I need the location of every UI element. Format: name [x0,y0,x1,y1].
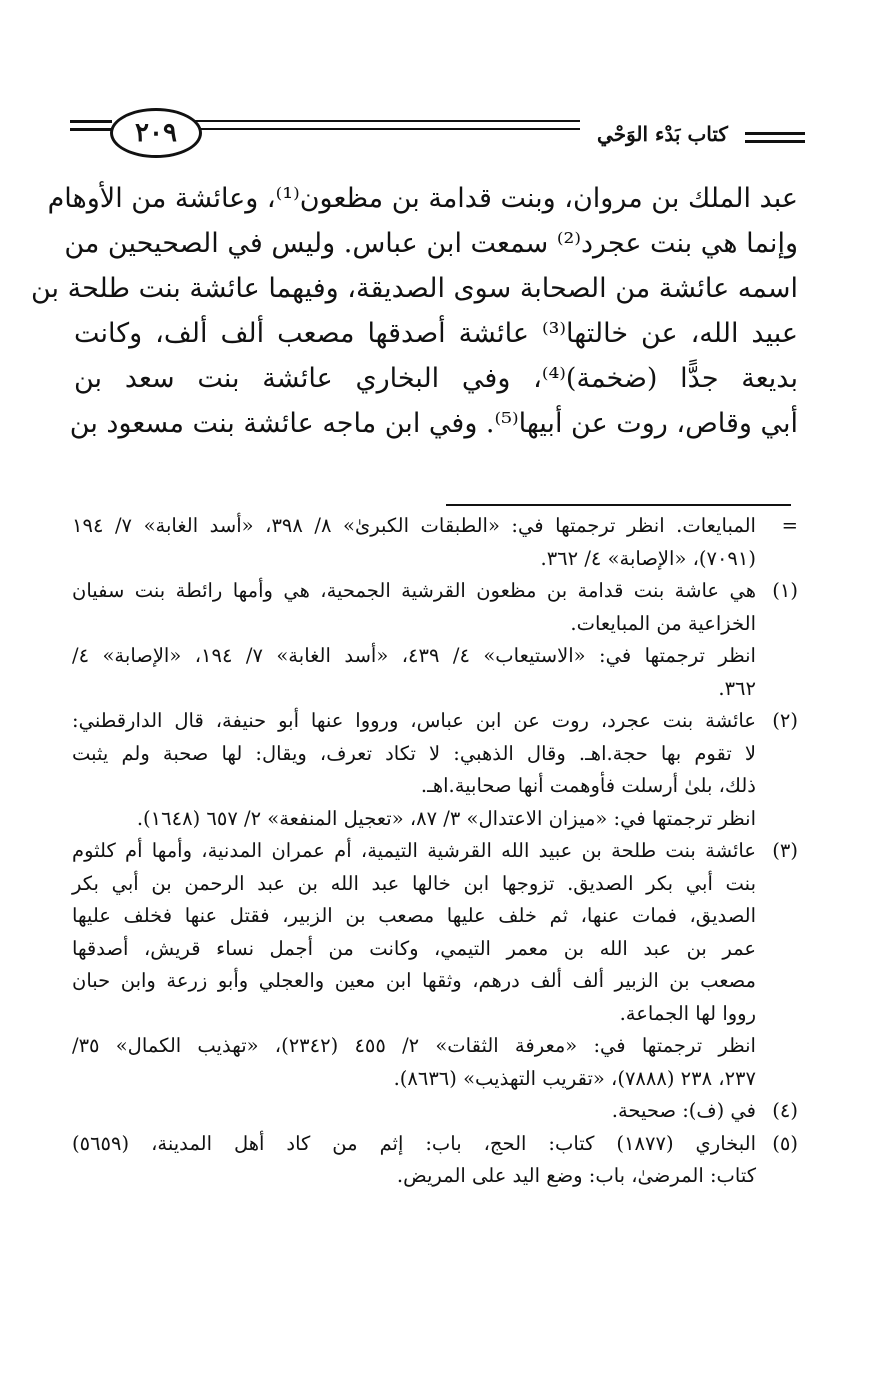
footnote-line: الخزاعية من المبايعات. [570,611,756,635]
footnote-3 [72,835,798,1095]
footnote-line: لا تقوم بها حجة.اهـ. وقال الذهبي: لا تكاد تعرف، ويقال: لها صحبة ولم يثبت [72,741,756,765]
footnote-marker: (٣) [772,839,798,862]
footnote-line: مصعب بن الزبير ألف ألف درهم، وثقها ابن معين والعجلي وأبو زرعة وابن حبان [72,969,756,992]
footnote-line: (٧٠٩١)، «الإصابة» ٤/ ٣٦٢. [540,546,756,570]
footnote-1 [72,575,798,705]
footnote-line: بنت أبي بكر الصديق. تزوجها ابن خالها عبد الله بن عبد الرحمن بن أبي بكر [72,871,756,895]
footnote-line: انظر ترجمتها في: «معرفة الثقات» ٢/ ٤٥٥ (٢٣٤٢)، «تهذيب الكمال» ٣٥/ [72,1034,756,1057]
footnote-line: الصديق، فمات عنها، ثم خلف عليها مصعب بن الزبير، فقتل عنها فخلف عليها [72,904,756,927]
main-text [31,176,798,446]
footnote-marker: (٥) [772,1131,798,1155]
footnote-line: ٢٣٧، ٢٣٨ (٧٨٨٨)، «تقريب التهذيب» (٨٦٣٦). [393,1066,756,1090]
footnote-line: البخاري (١٨٧٧) كتاب: الحج، باب: إثم من كاد أهل المدينة، (٥٦٥٩) [72,1131,756,1155]
footnote-marker: = [781,514,798,537]
footnote-5 [72,1128,798,1193]
footnote-line: في (ف): صحيحة. [611,1099,756,1122]
footnote-line: المبايعات. انظر ترجمتها في: «الطبقات الكبرىٰ» ٨/ ٣٩٨، «أسد الغابة» ٧/ ١٩٤ [72,514,756,537]
footnote-line: ٣٦٢. [718,676,756,700]
footnote-continued [72,510,798,575]
footnote-marker: (١) [772,579,798,602]
footnote-marker: (٤) [772,1099,798,1122]
footnote-2 [72,705,798,835]
footnote-line: رووا لها الجماعة. [619,1001,756,1025]
running-title: كتاب بَدْء الوَحْي [597,122,728,146]
footnote-line: ذلك، بلىٰ أرسلت فأوهمت أنها صحابية.اهـ. [420,774,756,797]
footnote-marker: (٢) [772,709,798,732]
page-header [70,108,800,160]
footnote-line: عائشة بنت عجرد، روت عن ابن عباس، ورووا عنها أبو حنيفة، قال الدارقطني: [72,709,756,732]
footnote-4 [72,1095,798,1128]
main-line: اسمه عائشة من الصحابة سوى الصديقة، وفيهما عائشة بنت طلحة بن [31,273,798,304]
header-rule-right [745,132,805,148]
footnote-line: عائشة بنت طلحة بن عبيد الله القرشية التيمية، أم عمران المدنية، وأمها أم كلثوم [72,839,756,862]
main-line: وإنما هي بنت عجرد⁽²⁾ سمعت ابن عباس. وليس في الصحيحين من [64,228,798,259]
main-line: عبد الملك بن مروان، وبنت قدامة بن مظعون⁽¹⁾، وعائشة من الأوهام [47,183,798,214]
footnote-line: انظر ترجمتها في: «الاستيعاب» ٤/ ٤٣٩، «أسد الغابة» ٧/ ١٩٤، «الإصابة» ٤/ [72,644,756,667]
footnote-line: انظر ترجمتها في: «ميزان الاعتدال» ٣/ ٨٧، «تعجيل المنفعة» ٢/ ٦٥٧ (١٦٤٨). [136,806,756,830]
footnote-separator [446,504,791,506]
main-line: عبيد الله، عن خالتها⁽³⁾ عائشة أصدقها مصعب ألف ألف، وكانت [74,318,798,349]
page-number: ٢٠٩ [110,108,202,158]
main-line: أبي وقاص، روت عن أبيها⁽⁵⁾. وفي ابن ماجه عائشة بنت مسعود بن [69,408,798,439]
footnote-line: هي عاشة بنت قدامة بن مظعون القرشية الجمحية، هي وأمها رائطة بنت سفيان [72,579,756,602]
footnote-line: كتاب: المرضىٰ، باب: وضع اليد على المريض. [396,1164,756,1187]
main-line: بديعة جدًّا (ضخمة)⁽⁴⁾، وفي البخاري عائشة بنت سعد بن [74,363,798,394]
footnotes [72,510,798,1193]
footnote-line: عمر بن عبد الله بن معمر التيمي، وكانت من أجمل نساء قريش، أصدقها [72,936,756,960]
header-rule-center [182,120,580,136]
header-rule-left [70,120,112,136]
